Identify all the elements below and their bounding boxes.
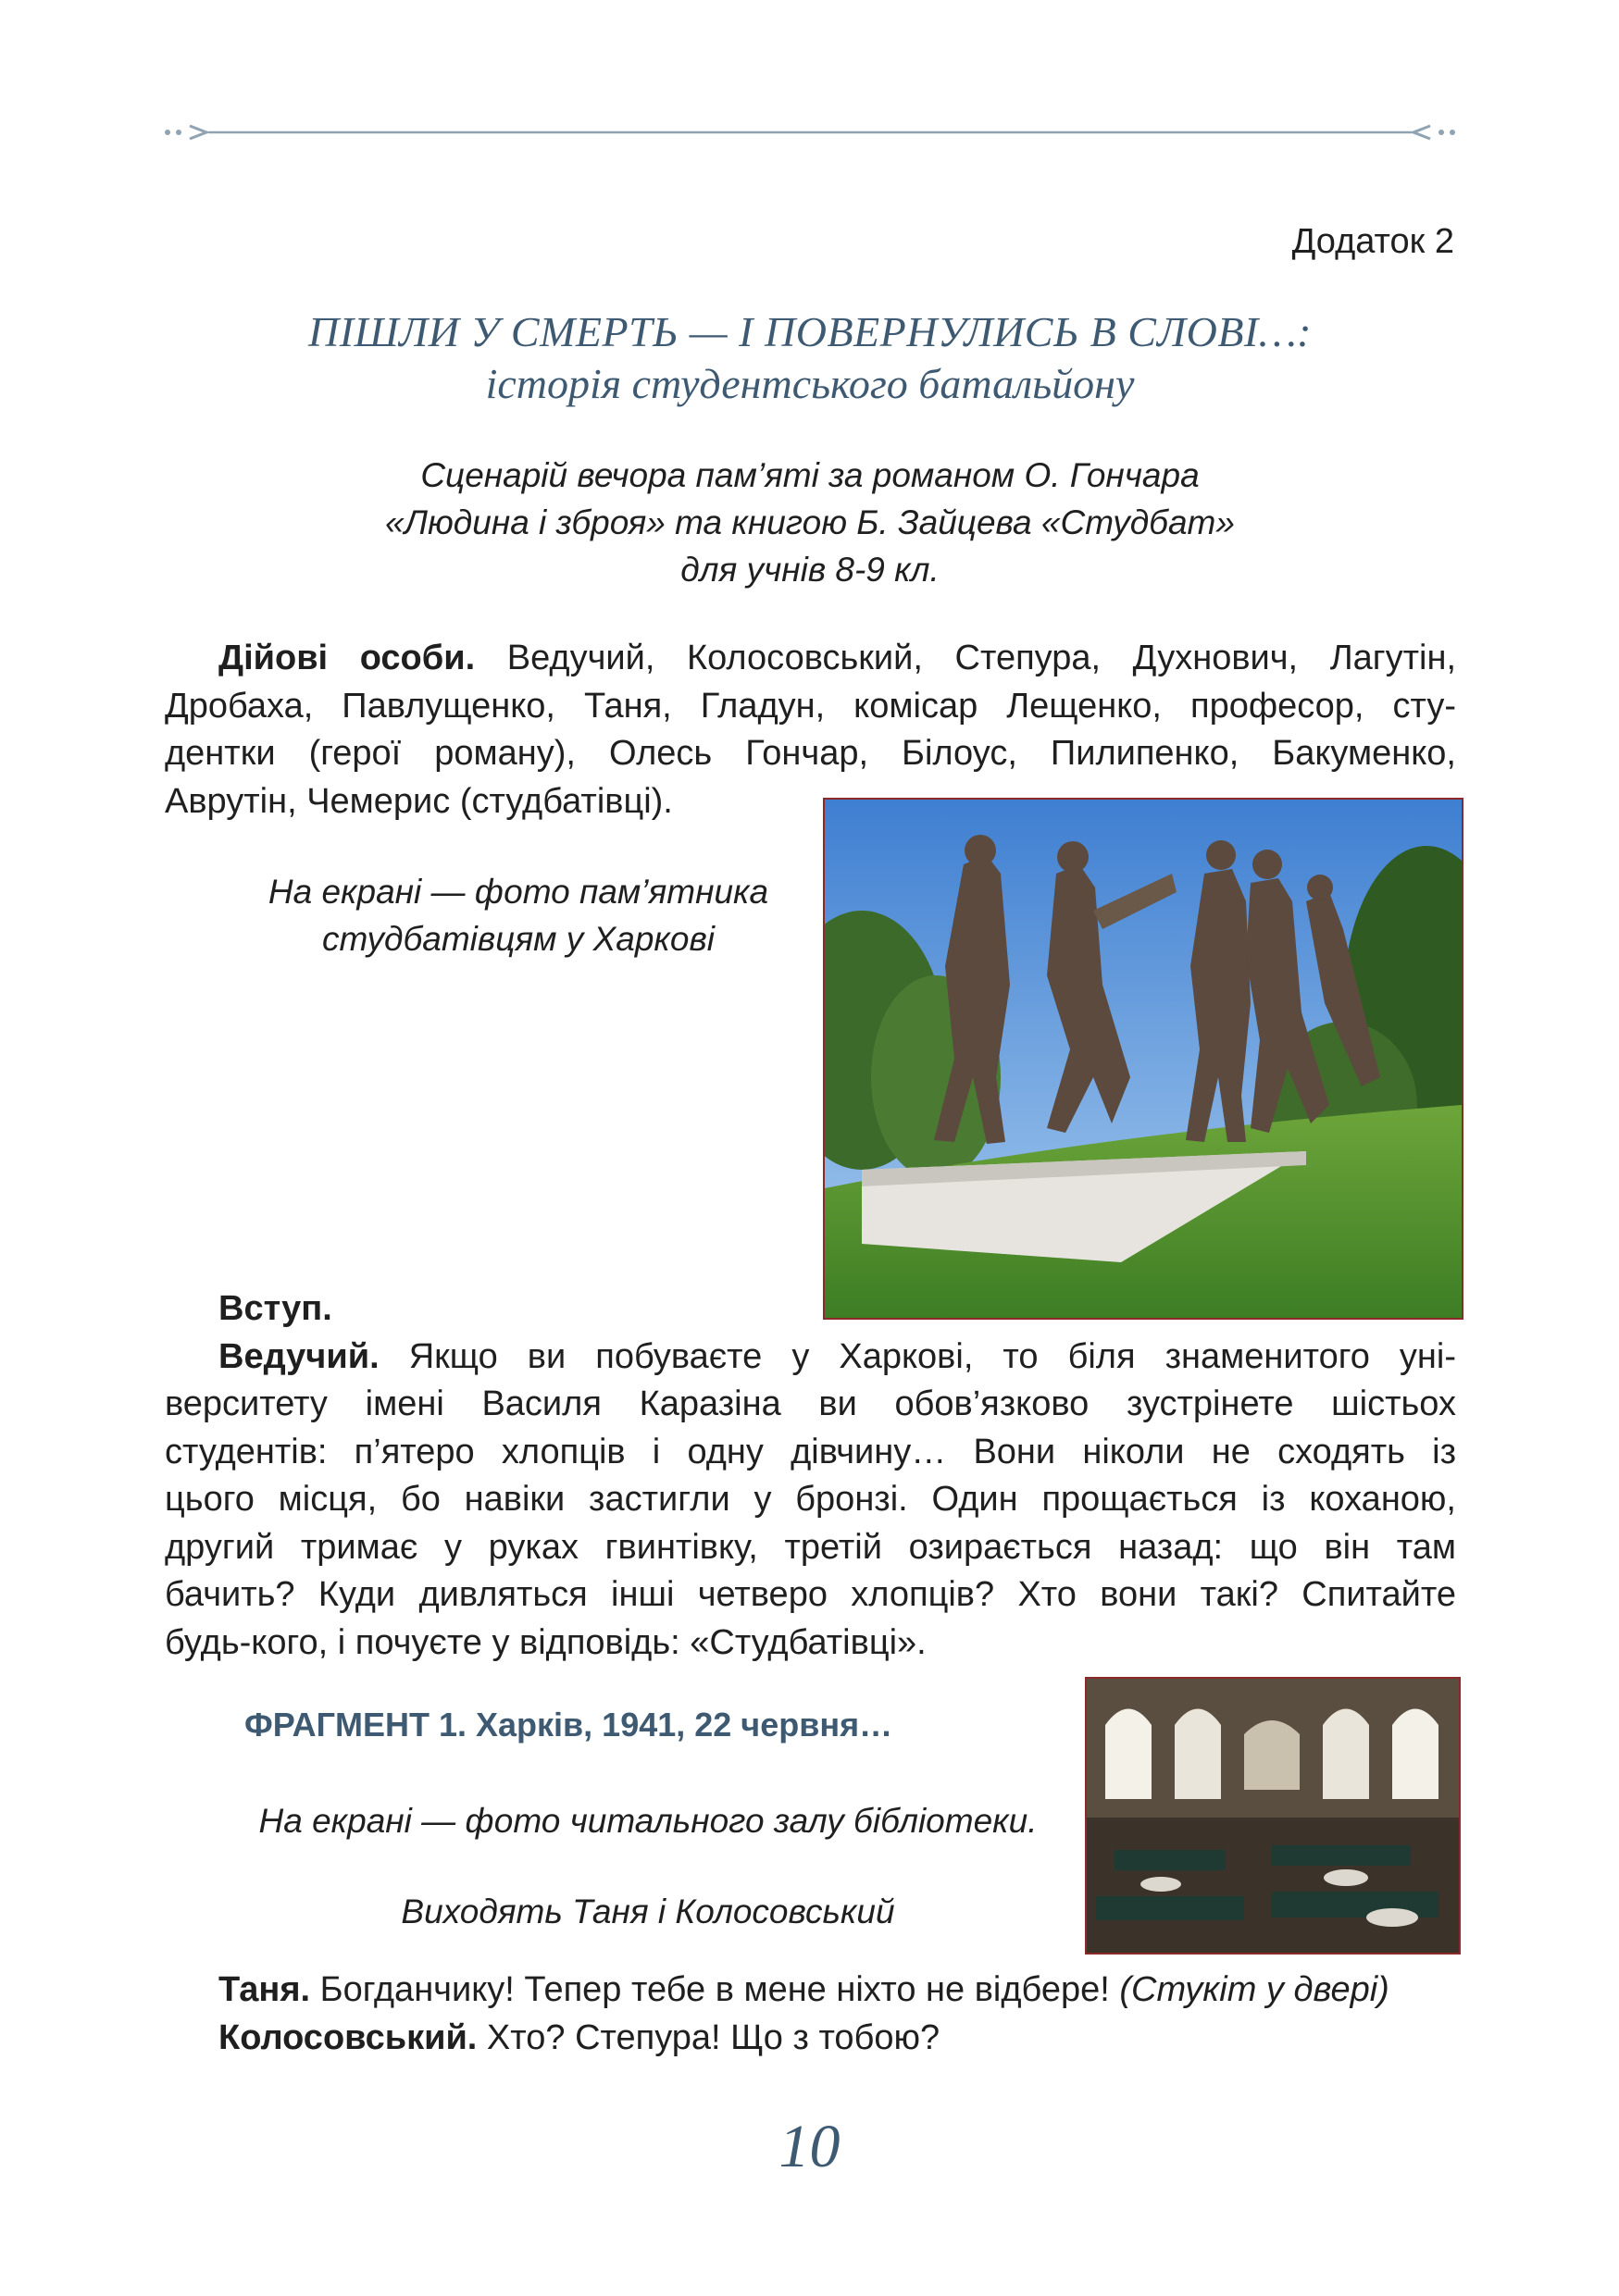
dialogue-line-tanya xyxy=(165,1967,1456,2015)
line-kolosovskyi: Хто? Степура! Що з тобою? xyxy=(486,2017,940,2057)
screen-note-monument xyxy=(231,868,805,962)
speaker-kolosovskyi: Колосовський. xyxy=(218,2017,478,2057)
page-title-line-1: ПІШЛИ У СМЕРТЬ — І ПОВЕРНУЛИСЬ В СЛОВІ…: xyxy=(308,308,1312,355)
intro-line-5: другий тримає у руках гвинтівку, третій озирається назад: що він там xyxy=(165,1527,1456,1567)
line-tanya: Богданчику! Тепер тебе в мене ніхто не відбере! xyxy=(319,1970,1110,2009)
intro-speaker: Ведучий. xyxy=(218,1336,380,1376)
intro-heading: Вступ. xyxy=(218,1289,332,1328)
intro-line-4: цього місця, бо навіки застигли у бронзі. Один прощається із коханою, xyxy=(165,1480,1456,1519)
subtitle-line-3: для учнів 8-9 кл. xyxy=(680,551,940,589)
speaker-tanya: Таня. xyxy=(218,1970,311,2009)
subtitle-line-2: «Людина і зброя» та книгою Б. Зайцева «Студбат» xyxy=(385,503,1235,541)
cast-line-1: Ведучий, Колосовський, Степура, Духнович, Лагутін, xyxy=(506,639,1457,677)
screen-note-monument-line-1: На екрані — фото пам’ятника xyxy=(268,873,769,911)
stage-note-knock: (Стукіт у двері) xyxy=(1119,1970,1389,2009)
dialogue xyxy=(165,1967,1456,2062)
subtitle xyxy=(278,452,1342,593)
intro-paragraph xyxy=(165,1285,1456,1667)
intro-line-1: Якщо ви побуваєте у Харкові, то біля знаменитого уні- xyxy=(408,1336,1457,1376)
header-ornament-rule xyxy=(162,118,1458,146)
page-number: 10 xyxy=(778,2113,841,2180)
cast-line-2: Дробаха, Павлущенко, Таня, Гладун, комісар Лещенко, професор, сту- xyxy=(165,686,1456,726)
intro-line-6: бачить? Куди дивляться інші четверо хлопців? Хто вони такі? Спитайте xyxy=(165,1575,1456,1614)
library-photo xyxy=(1085,1677,1461,1955)
screen-note-library: На екрані — фото читального залу бібліотеки. xyxy=(258,1802,1038,1840)
cast-line-4: Аврутін, Чемерис (студбатівці). xyxy=(165,781,673,821)
cast-label: Дійові особи. xyxy=(218,639,476,677)
subtitle-line-1: Сценарій вечора пам’яті за романом О. Гончара xyxy=(420,456,1200,494)
page-title-line-2: історія студентського батальйону xyxy=(485,360,1135,407)
intro-line-3: студентів: п’ятеро хлопців і одну дівчину… Вони ніколи не сходять із xyxy=(165,1432,1456,1471)
screen-note-monument-line-2: студбатівцям у Харкові xyxy=(322,920,715,958)
fragment-1-heading: ФРАГМЕНТ 1. Харків, 1941, 22 червня… xyxy=(244,1706,893,1744)
intro-line-2: верситету імені Василя Каразіна ви обов’язково зустрінете шістьох xyxy=(165,1384,1456,1423)
stage-note-enter: Виходять Таня і Колосовський xyxy=(401,1893,895,1930)
monument-photo xyxy=(823,798,1463,1320)
dialogue-line-kolosovskyi xyxy=(165,2015,1456,2063)
cast-line-3: дентки (герої роману), Олесь Гончар, Білоус, Пилипенко, Бакуменко, xyxy=(165,734,1456,773)
appendix-label: Додаток 2 xyxy=(1291,222,1454,261)
intro-line-7: будь-кого, і почуєте у відповідь: «Студбатівці». xyxy=(165,1622,927,1662)
